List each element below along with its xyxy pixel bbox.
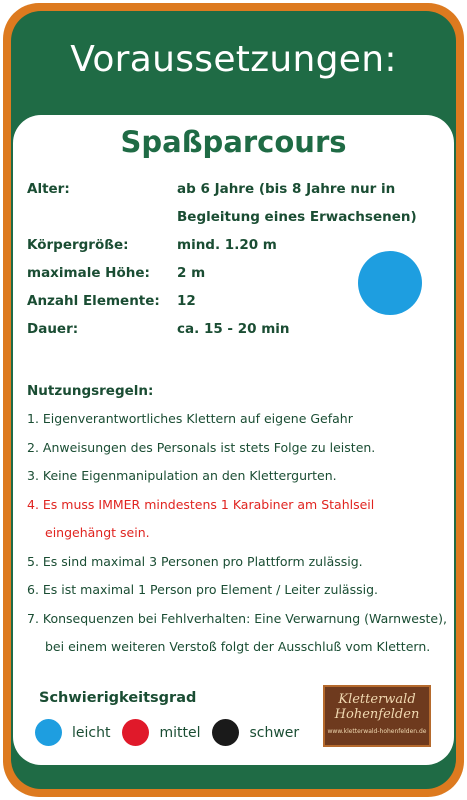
difficulty-indicator-dot — [358, 251, 422, 315]
rule-item-cont: bei einem weiteren Verstoß folgt der Ausschluß vom Klettern. — [45, 639, 431, 654]
logo-line1: Kletterwald — [338, 692, 416, 707]
difficulty-legend — [35, 719, 311, 746]
sign-frame — [3, 3, 464, 797]
info-label: Alter: — [27, 181, 70, 197]
logo-url: www.kletterwald-hohenfelden.de — [327, 728, 427, 735]
legend-dot — [35, 719, 62, 746]
info-value: Begleitung eines Erwachsenen) — [177, 209, 417, 225]
legend-dot — [122, 719, 149, 746]
info-label: Anzahl Elemente: — [27, 293, 160, 309]
rules-list — [27, 411, 446, 668]
logo-line2: Hohenfelden — [334, 707, 420, 722]
rule-item: 6. Es ist maximal 1 Person pro Element / Leiter zulässig. — [27, 582, 379, 597]
legend-label: mittel — [159, 724, 201, 741]
difficulty-title: Schwierigkeitsgrad — [39, 690, 197, 706]
legend-dot — [212, 719, 239, 746]
legend-label: schwer — [249, 724, 300, 741]
rules-title: Nutzungsregeln: — [27, 383, 154, 399]
legend-item-easy — [35, 719, 110, 746]
info-label: Körpergröße: — [27, 237, 129, 253]
info-label: Dauer: — [27, 321, 79, 337]
rule-item-warning: 4. Es muss IMMER mindestens 1 Karabiner am Stahlseil — [27, 496, 375, 512]
kletterwald-logo — [323, 685, 431, 747]
info-value: 2 m — [177, 265, 206, 281]
legend-label: leicht — [72, 724, 111, 741]
info-panel — [13, 115, 454, 765]
rule-item: 7. Konsequenzen bei Fehlverhalten: Eine Verwarnung (Warnweste), — [27, 610, 447, 626]
info-value: mind. 1.20 m — [177, 237, 277, 253]
rule-item: 1. Eigenverantwortliches Klettern auf eigene Gefahr — [27, 411, 353, 426]
rule-item: 3. Keine Eigenmanipulation an den Klettergurten. — [27, 468, 337, 483]
info-value: ca. 15 - 20 min — [177, 321, 290, 337]
info-label: maximale Höhe: — [27, 265, 150, 281]
info-value: 12 — [177, 293, 196, 309]
info-value: ab 6 Jahre (bis 8 Jahre nur in — [177, 181, 396, 197]
legend-item-hard — [212, 719, 299, 746]
rule-item-warning-cont: eingehängt sein. — [45, 525, 150, 540]
page-title: Voraussetzungen: — [70, 39, 397, 80]
rule-item: 5. Es sind maximal 3 Personen pro Plattform zulässig. — [27, 553, 363, 569]
legend-item-medium — [122, 719, 200, 746]
rule-item: 2. Anweisungen des Personals ist stets Folge zu leisten. — [27, 439, 376, 455]
course-title: Spaßparcours — [120, 125, 347, 159]
